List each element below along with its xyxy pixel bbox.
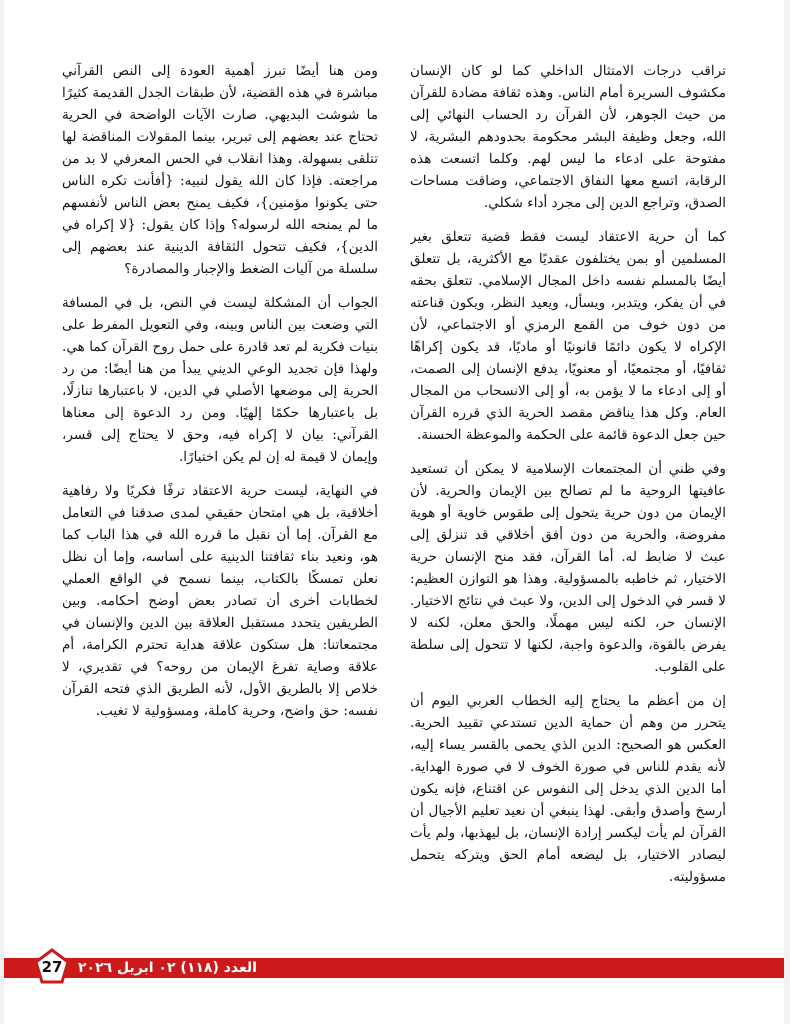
magazine-page	[4, 0, 784, 1024]
paragraph: كما أن حرية الاعتقاد ليست فقط قضية تتعلق بغير المسلمين أو بمن يختلفون عقديًا مع الأكثرية، بل تتعلق أيضًا بالمسلم نفسه داخل المجال الإسلامي. تتعلق بحقه في أن يفكر، ويتدبر، ويسأل، ويعيد النظر، ويكون قناعته من دون خوف من القمع الرمزي أو الاجتماعي، لأن الإكراه لا يكون دائمًا قانونيًا أو ماديًا، قد يكون إكراهًا ثقافيًا، أو مجتمعيًا، أو معنويًا، يدفع الإنسان إلى الصمت، أو إلى ادعاء ما لا يؤمن به، أو إلى الانسحاب من المجال العام. وكل هذا يناقض مقصد الحرية الذي قرره القرآن حين جعل الدعوة قائمة على الحكمة والموعظة الحسنة.	[410, 229, 726, 443]
paragraph: وفي ظني أن المجتمعات الإسلامية لا يمكن أن تستعيد عافيتها الروحية ما لم تصالح بين الإيمان والحرية. لأن الإيمان من دون حرية يتحول إلى طقوس خاوية أو هوية مفروضة، والحرية من دون أفق أخلاقي قد تنزلق إلى عبث لا ضابط له. أما القرآن، فقد منح الإنسان حرية الاختيار، ثم خاطبه بالمسؤولية. وهذا هو التوازن العظيم: لا قسر في الدخول إلى الدين، ولا عبث في نتائج الاختيار. الإنسان حر، لكنه ليس مهملًا، والحق معلن، لكنه لا يفرض بالقوة، والدعوة واجبة، لكنها لا تتحول إلى سلطة على القلوب.	[410, 461, 726, 675]
paragraph: في النهاية، ليست حرية الاعتقاد ترفًا فكريًا ولا رفاهية أخلاقية، بل هي امتحان حقيقي لمدى صدقنا في التعامل مع القرآن. إما أن نقبل ما قرره الله في هذا الباب كما هو، ونعيد بناء ثقافتنا الدينية على أساسه، وإما أن نظل نعلن تمسكًا بالكتاب، بينما نسمح في الواقع العملي لخطابات أخرى أن تصادر بعض أوضح أحكامه. وبين الطريقين يتحدد مستقبل العلاقة بين الدين والإنسان في مجتمعاتنا: هل ستكون علاقة هداية تحترم الكرامة، أم علاقة وصاية تفرغ الإيمان من روحه؟ في تقديري، لا خلاص إلا بالطريق الأول، لأنه الطريق الذي فتحه القرآن نفسه: حق واضح، وحرية كاملة، ومسؤولية لا تغيب.	[62, 483, 378, 719]
page-number: 27	[41, 958, 63, 976]
paragraph: ومن هنا أيضًا تبرز أهمية العودة إلى النص القرآني مباشرة في هذه القضية، لأن طبقات الجدل القديمة كثيرًا ما شوشت البديهي. صارت الآيات الواضحة في الحرية تحتاج عند بعضهم إلى تبرير، بينما المقولات المناقضة لها تتلقى بسهولة. وهذا انقلاب في الحس المعرفي لا بد من مراجعته. فإذا كان الله يقول لنبيه: {أفأنت تكره الناس حتى يكونوا مؤمنين}، فكيف يمنح بعض الناس لأنفسهم ما لم يمنحه الله لرسوله؟ وإذا كان يقول: {لا إكراه في الدين}، فكيف تتحول الثقافة الدينية عند بعضهم إلى سلسلة من آليات الضغط والإجبار والمصادرة؟	[62, 63, 378, 277]
article-body	[62, 60, 726, 930]
article-column-right	[410, 60, 726, 930]
page-number-badge	[34, 948, 70, 984]
article-column-left	[62, 60, 378, 930]
paragraph: تراقب درجات الامتثال الداخلي كما لو كان الإنسان مكشوف السريرة أمام الناس. وهذه ثقافة مضادة للقرآن من حيث الجوهر، لأن القرآن رد الحساب النهائي إلى الله، وجعل وظيفة البشر محكومة بحدودهم البشرية، لا مفتوحة على ادعاء ما ليس لهم. وكلما اتسعت هذه الرقابة، اتسع معها النفاق الاجتماعي، وضاقت مساحات الصدق، وتراجع الدين إلى مجرد أداء شكلي.	[410, 63, 726, 211]
issue-label: العدد (١١٨) ٠٢ ابريل ٢٠٢٦	[78, 960, 257, 976]
paragraph: الجواب أن المشكلة ليست في النص، بل في المسافة التي وضعت بين الناس وبينه، وفي التعويل المفرط على بنيات فكرية لم تعد قادرة على حمل روح القرآن كما هي. ولهذا فإن تجديد الوعي الديني يبدأ من هنا أيضًا: من رد الحرية إلى موضعها الأصلي في الدين، لا باعتبارها تنازلًا، بل باعتبارها حكمًا إلهيًا. ومن رد الدعوة إلى معناها القرآني: بيان لا إكراه فيه، وحق لا يحتاج إلى قسر، وإيمان لا قيمة له إن لم يكن اختيارًا.	[62, 295, 378, 465]
paragraph: إن من أعظم ما يحتاج إليه الخطاب العربي اليوم أن يتحرر من وهم أن حماية الدين تستدعي تقييد الحرية. العكس هو الصحيح: الدين الذي يحمى بالقسر يساء إليه، لأنه يقدم للناس في صورة الخوف لا في صورة الهداية. أما الدين الذي يدخل إلى النفوس عن اقتناع، فإنه يكون أرسخ وأصدق وأبقى. لهذا ينبغي أن نعيد تعليم الأجيال أن القرآن لم يأت ليكسر إرادة الإنسان، بل ليهذبها، ولم يأت ليصادر الاختيار، بل ليضعه أمام الحق ويتركه يتحمل مسؤوليته.	[410, 693, 726, 885]
footer-bar	[4, 958, 784, 978]
